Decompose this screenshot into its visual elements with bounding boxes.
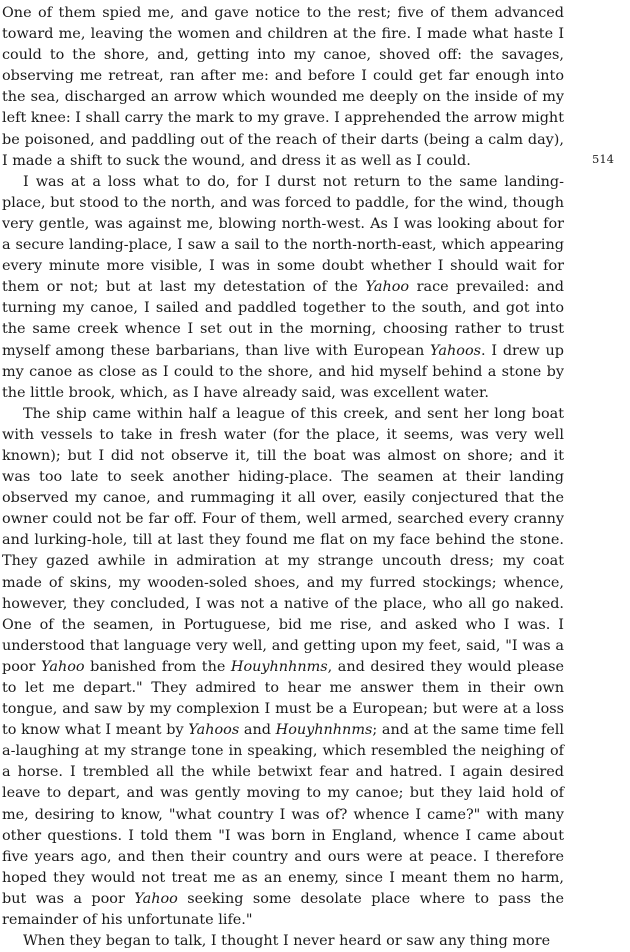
paragraph-1: [2, 3, 564, 172]
paragraph-2: [2, 172, 564, 404]
italic-term: Houyhnhnms: [230, 658, 328, 675]
paragraph-4: [2, 931, 564, 952]
text-run: and: [239, 722, 276, 739]
italic-term: Houyhnhnms: [275, 722, 373, 739]
text-run: banished from the: [84, 658, 231, 675]
text-run: One of them spied me, and gave notice to the rest; five of them advanced toward me, leaving the women and children at the fire. I made what haste I could to the shore, and, getting into my canoe, shoved off: the savages, observing me retreat, ran after me: and before I could get far enough into the sea, discharged an arrow which wounded me deeply on the inside of my left knee: I shall carry the mark to my grave. I apprehended the arrow might be poisoned, and paddling out of the reach of their darts (being a calm day), I made a shift to suck the wound, and dress it as well as I could.: [2, 5, 564, 169]
text-run: ; and at the same time fell a-laughing at my strange tone in speaking, which resembled the neighing of a horse. I trembled all the while betwixt fear and hatred. I again desired leave to depart, and was gently moving to my canoe; but they laid hold of me, desiring to know, "what country I was of? whence I came?" with many other questions. I told them "I was born in England, whence I came about five years ago, and then their country and ours were at peace. I therefore hoped they would not treat me as an enemy, since I meant them no harm, but was a poor: [2, 722, 564, 907]
text-run: seeking some desolate place where to pass the remainder of his unfortunate life.": [2, 890, 564, 929]
paragraph-3: [2, 404, 564, 931]
text-run: race prevailed: and turning my canoe, I sailed and paddled together to the south, and got into the same creek whence I set out in the morning, choosing rather to trust myself among these barbarians, than live with European: [2, 279, 565, 359]
text-run: I was at a loss what to do, for I durst not return to the same landing-place, but stood to the north, and was forced to paddle, for the wind, though very gentle, was against me, blowing north-west. As I was looking about for a secure landing-place, I saw a sail to the north-north-east, which appearing every minute more visible, I was in some doubt whether I should wait for them or not; but at last my detestation of the: [2, 173, 564, 296]
text-run: The ship came within half a league of this creek, and sent her long boat with vessels to take in fresh water (for the place, it seems, was very well known); but I did not observe it, till the boat was almost on shore; and it was too late to seek another hiding-place. The seamen at their landing observed my canoe, and rummaging it all over, easily conjectured that the owner could not be far off. Four of them, well armed, searched every cranny and lurking-hole, till at last they found me flat on my face behind the stone. They gazed awhile in admiration at my strange uncouth dress; my coat made of skins, my wooden-soled shoes, and my furred stockings; whence, however, they concluded, I was not a native of the place, who all go naked. One of the seamen, in Portuguese, bid me rise, and asked who I was. I understood that language very well, and getting upon my feet, said, "I was a poor: [2, 405, 564, 675]
italic-term: Yahoo: [134, 890, 178, 907]
italic-term: Yahoos: [188, 722, 240, 739]
italic-term: Yahoo: [40, 658, 85, 675]
page-number: 514: [592, 152, 614, 166]
body-text: [2, 3, 564, 952]
italic-term: Yahoos: [430, 342, 481, 359]
italic-term: Yahoo: [365, 279, 410, 296]
text-run: When they began to talk, I thought I never heard or saw any thing more: [23, 933, 551, 950]
text-run: . I drew up my canoe as close as I could to the shore, and hid myself behind a stone by the little brook, which, as I have already said, was excellent water.: [2, 342, 565, 401]
text-run: , and desired they would please to let me depart." They admired to hear me answer them in their own tongue, and saw by my complexion I must be a European; but were at a loss to know what I meant by: [2, 658, 564, 739]
